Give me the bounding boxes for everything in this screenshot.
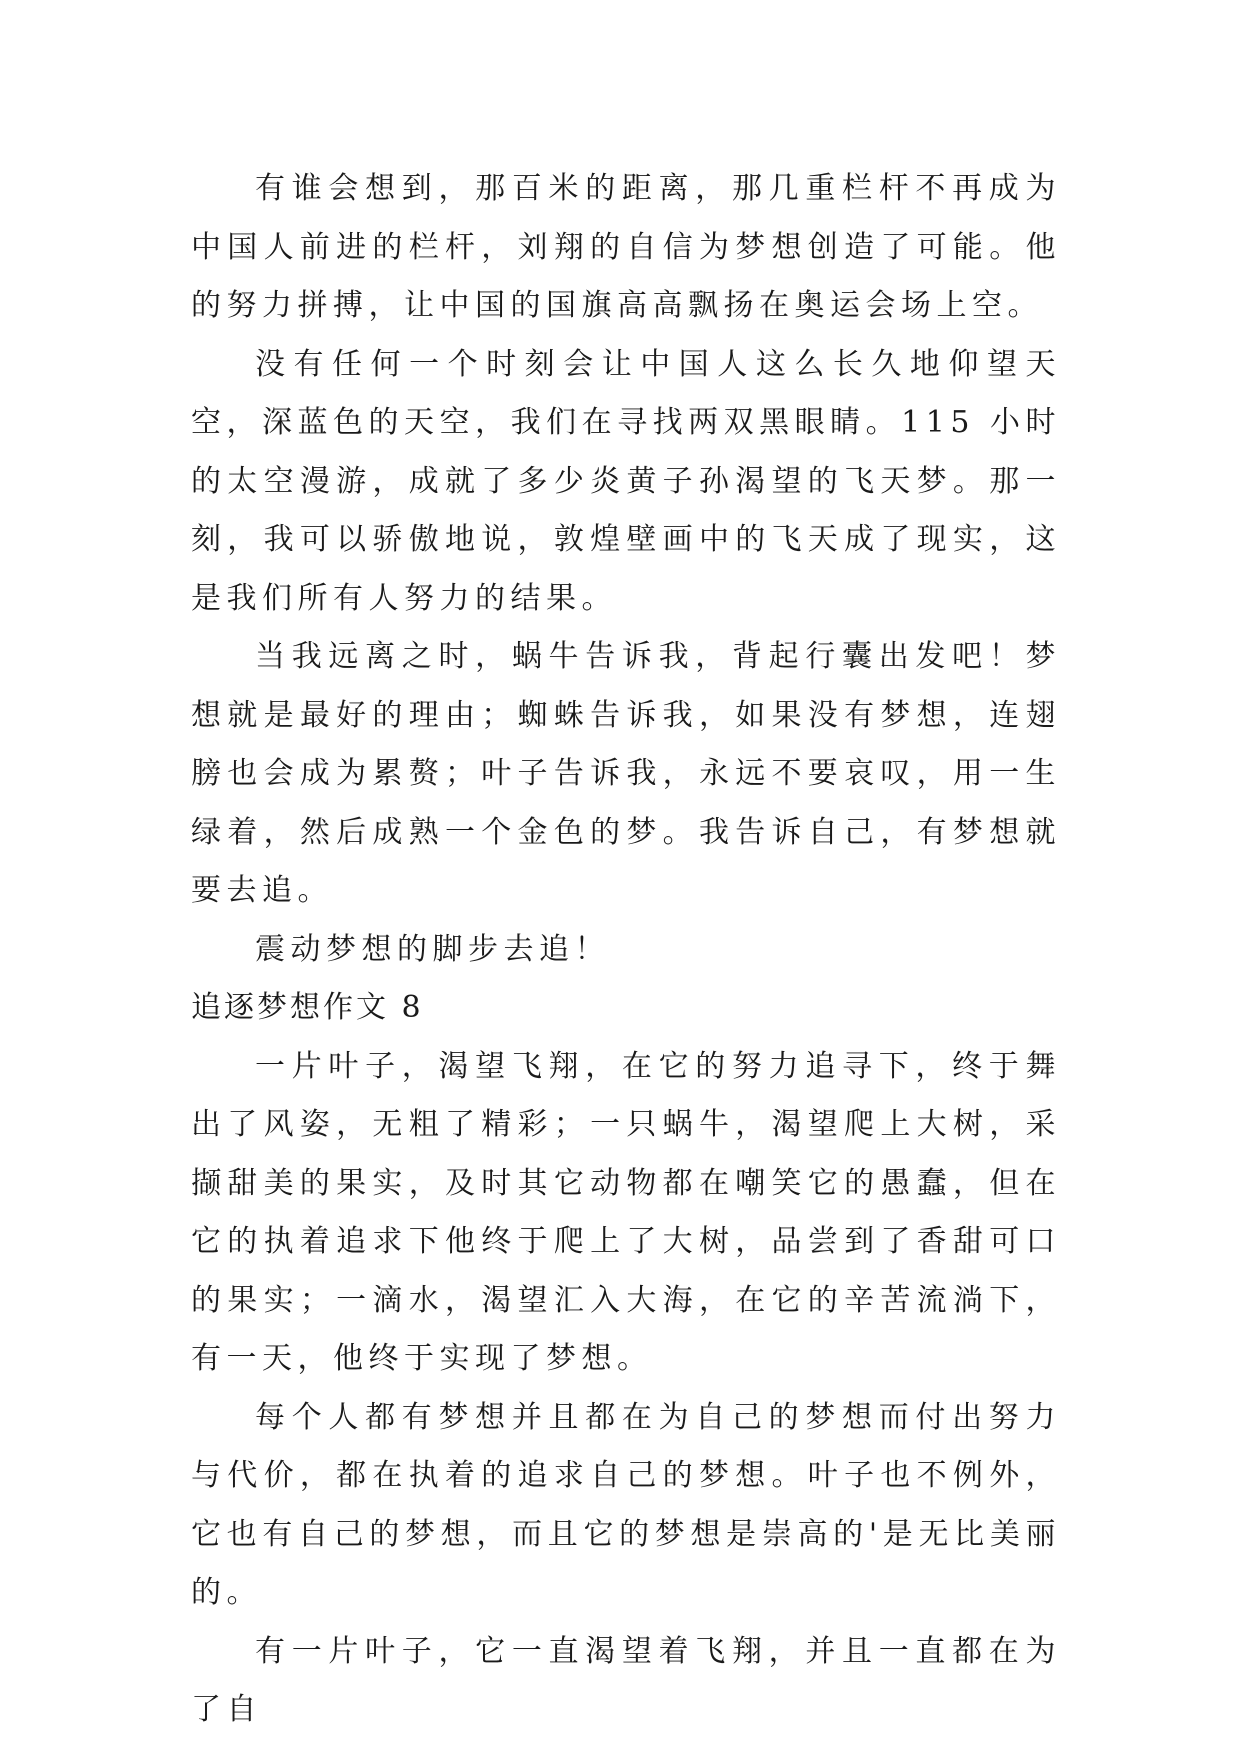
section-heading: 追逐梦想作文 8 xyxy=(191,990,424,1025)
paragraph-space-travel: 没有任何一个时刻会让中国人这么长久地仰望天空，深蓝色的天空，我们在寻找两双黑眼睛。115 小时的太空漫游，成就了多少炎黄子孙渴望的飞天梦。那一刻，我可以骄傲地说，敦煌壁画中的飞天成了现实，这是我们所有人努力的结果。 xyxy=(191,346,1061,616)
paragraph-leaf-snail-water: 一片叶子，渴望飞翔，在它的努力追寻下，终于舞出了风姿，无粗了精彩；一只蜗牛，渴望爬上大树，采撷甜美的果实，及时其它动物都在嘲笑它的愚蠢，但在它的执着追求下他终于爬上了大树，品尝到了香甜可口的果实；一滴水，渴望汇入大海，在它的辛苦流淌下，有一天，他终于实现了梦想。 xyxy=(191,1048,1061,1376)
document-body xyxy=(191,160,1061,1740)
paragraph-snail-spider-leaf: 当我远离之时，蜗牛告诉我，背起行囊出发吧！梦想就是最好的理由；蜘蛛告诉我，如果没有梦想，连翅膀也会成为累赘；叶子告诉我，永远不要哀叹，用一生绿着，然后成熟一个金色的梦。我告诉自己，有梦想就要去追。 xyxy=(191,639,1061,908)
paragraph-everyone-has-dream: 每个人都有梦想并且都在为自己的梦想而付出努力与代价，都在执着的追求自己的梦想。叶子也不例外，它也有自己的梦想，而且它的梦想是崇高的'是无比美丽的。 xyxy=(191,1399,1061,1610)
paragraph-chase-dream: 震动梦想的脚步去追！ xyxy=(255,931,610,967)
paragraph-liuxiang: 有谁会想到，那百米的距离，那几重栏杆不再成为中国人前进的栏杆，刘翔的自信为梦想创造了可能。他的努力拼搏，让中国的国旗高高飘扬在奥运会场上空。 xyxy=(191,171,1061,323)
paragraph-leaf-flying: 有一片叶子，它一直渴望着飞翔，并且一直都在为了自 xyxy=(191,1633,1061,1727)
